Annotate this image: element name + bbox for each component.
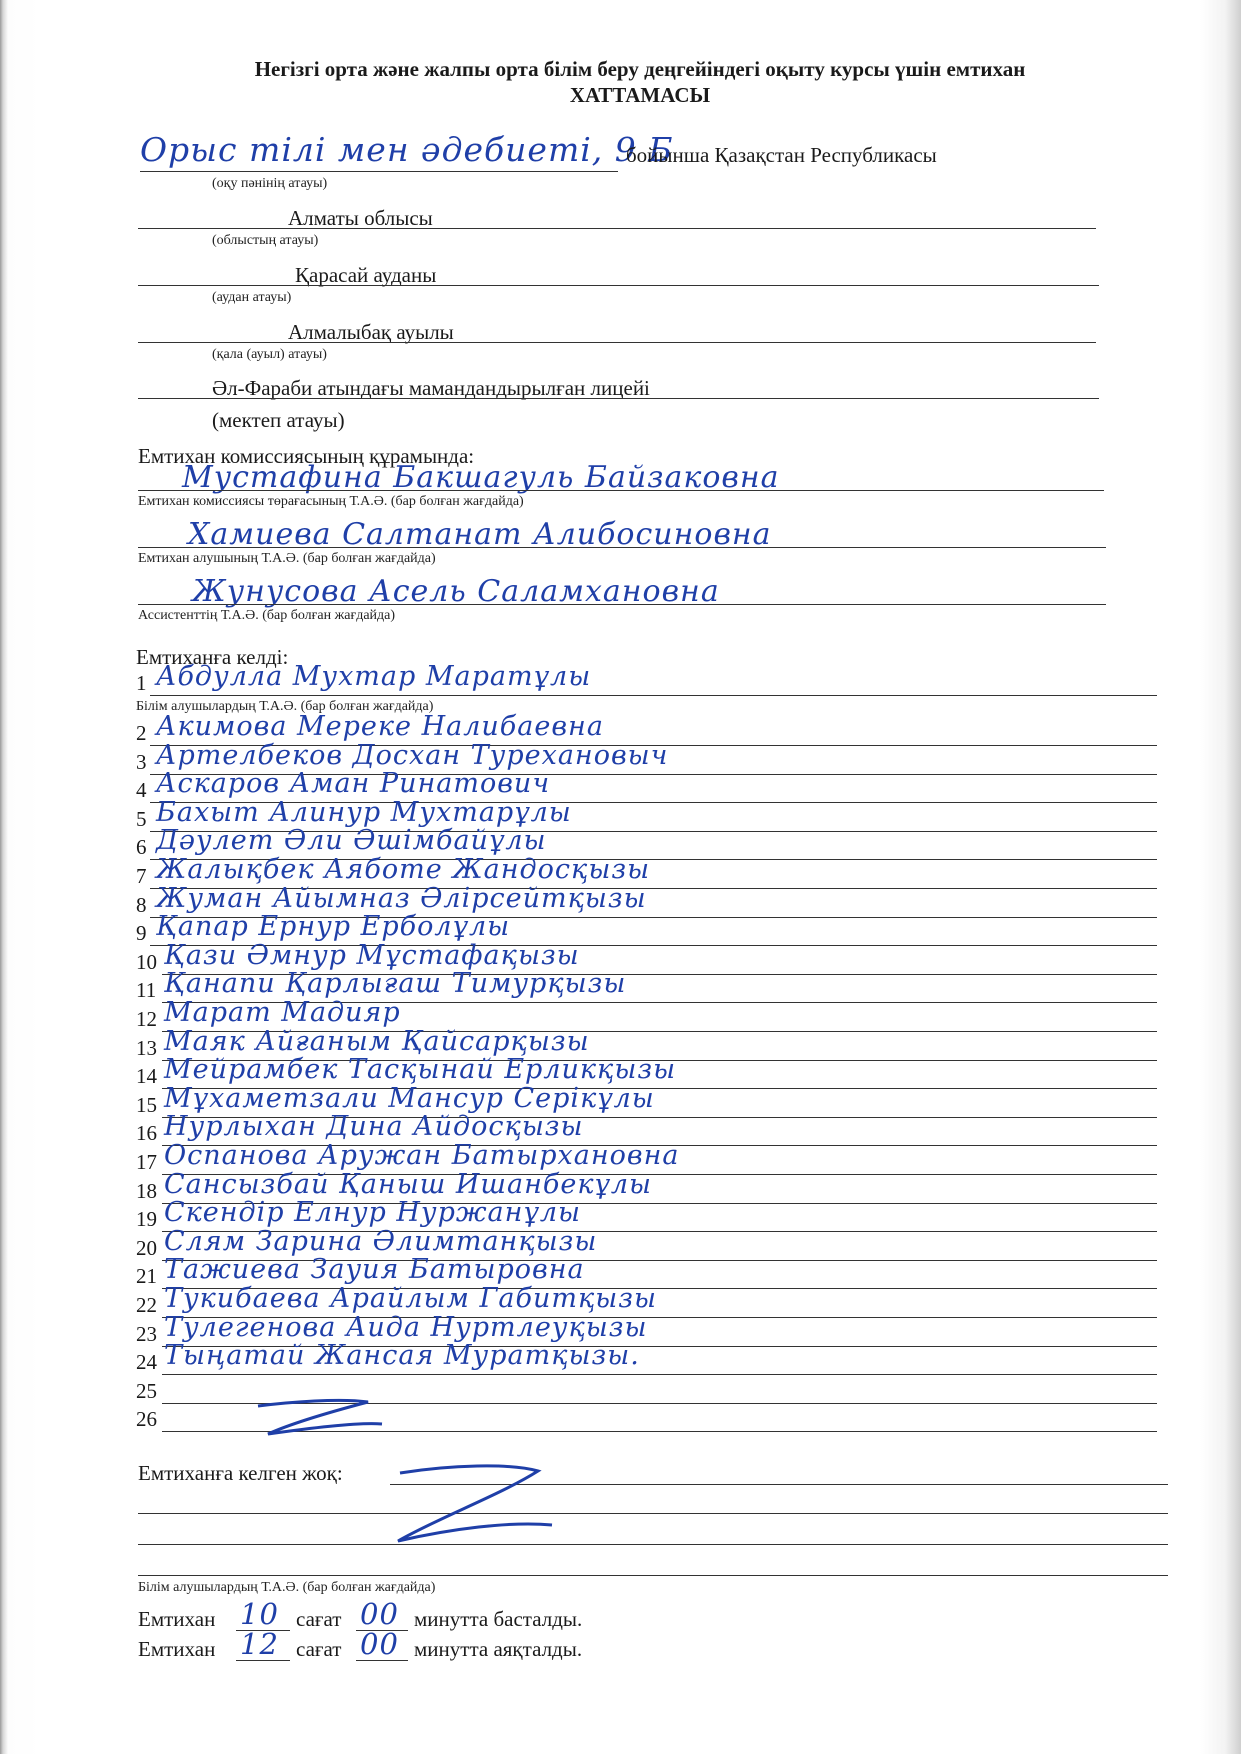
absent-line-2 [138, 1513, 1168, 1514]
student-name: Акимова Мереке Налибаевна [156, 711, 604, 742]
subject-caption: (оқу пәнінің атауы) [212, 176, 328, 191]
subject-value: Орыс тілі мен әдебиеті, 9 Б [140, 130, 674, 169]
region-caption: (облыстың атауы) [212, 233, 319, 248]
student-row-line [162, 1374, 1157, 1375]
assistant-caption: Ассистенттің Т.А.Ә. (бар болған жағдайда) [138, 608, 396, 623]
student-number: 6 [136, 835, 147, 860]
district-caption: (аудан атауы) [212, 290, 292, 305]
start-prefix: Емтихан [138, 1607, 216, 1631]
student-name: Сансызбай Қаныш Ишанбекұлы [164, 1168, 653, 1200]
cancel-stroke-rows [250, 1394, 390, 1444]
school-underline [138, 398, 1099, 399]
town-caption: (қала (ауыл) атауы) [212, 347, 327, 362]
attended-caption: Білім алушылардың Т.А.Ә. (бар болған жағдайда) [136, 699, 434, 714]
student-number: 18 [136, 1178, 157, 1203]
student-name: Абдулла Мухтар Маратұлы [156, 661, 592, 692]
student-number: 14 [136, 1064, 157, 1089]
student-number: 20 [136, 1235, 157, 1260]
commission-chair-underline [138, 490, 1104, 491]
student-number: 16 [136, 1121, 157, 1146]
student-number: 24 [136, 1350, 157, 1375]
student-name: Тулегенова Аида Нуртлеуқызы [164, 1311, 648, 1343]
student-name: Оспанова Аружан Батырхановна [164, 1140, 680, 1171]
student-name: Бахыт Алинур Мухтарұлы [156, 796, 572, 828]
start-mid: сағат [296, 1607, 342, 1631]
student-name: Жуман Айымназ Әлірсейтқызы [156, 882, 647, 914]
district-underline [138, 285, 1099, 286]
student-number: 7 [136, 864, 147, 888]
start-hour: 10 [240, 1597, 279, 1631]
school-caption: (мектеп атауы) [212, 408, 345, 432]
end-mid: сағат [296, 1637, 342, 1661]
student-name: Слям Зарина Әлимтанқызы [164, 1225, 598, 1257]
absent-caption: Білім алушылардың Т.А.Ә. (бар болған жағдайда) [138, 1580, 436, 1595]
student-name: Қази Әмнур Мұстафақызы [164, 939, 580, 971]
student-name: Тажиева Зауия Батыровна [164, 1254, 585, 1286]
student-number: 21 [136, 1264, 157, 1289]
town-underline [138, 342, 1096, 343]
student-number: 10 [136, 949, 157, 974]
student-name: Марат Мадияр [164, 997, 401, 1028]
examiner-underline [138, 547, 1106, 548]
subject-underline [140, 171, 618, 172]
examiner-caption: Емтихан алушының Т.А.Ә. (бар болған жағдайда) [138, 551, 436, 566]
assistant-value: Жунусова Асель Саламхановна [192, 574, 720, 609]
student-number: 12 [136, 1007, 157, 1031]
student-number: 25 [136, 1378, 157, 1403]
student-number: 13 [136, 1035, 157, 1060]
student-number: 3 [136, 749, 147, 774]
end-minute-underline [356, 1660, 408, 1661]
student-name: Скендір Елнур Нуржанұлы [164, 1197, 582, 1229]
student-name: Дәулет Әли Әшімбайұлы [156, 825, 547, 857]
student-number: 9 [136, 921, 147, 946]
student-number: 2 [136, 721, 147, 745]
cancel-stroke-absent [380, 1455, 560, 1555]
student-number: 17 [136, 1150, 157, 1174]
assistant-underline [138, 604, 1106, 605]
subject-suffix: бойынша Қазақстан Республикасы [626, 143, 937, 167]
start-suffix: минутта басталды. [414, 1607, 583, 1631]
student-name: Жалықбек Аяботе Жандосқызы [156, 854, 651, 885]
student-name: Мұхаметзали Мансур Серікұлы [164, 1082, 655, 1114]
document-title: Негізгі орта және жалпы орта білім беру деңгейіндегі оқыту курсы үшін емтихан [254, 57, 1026, 81]
student-name: Мейрамбек Тасқынай Ерликқызы [164, 1054, 677, 1086]
student-number: 22 [136, 1293, 157, 1317]
student-name: Қанапи Қарлығаш Тимурқызы [164, 968, 627, 1000]
student-name: Қапар Ернур Ерболұлы [156, 911, 511, 943]
district-value: Қарасай ауданы [295, 263, 437, 287]
end-minute: 00 [360, 1627, 399, 1661]
end-prefix: Емтихан [138, 1637, 216, 1661]
student-number: 4 [136, 778, 147, 803]
end-suffix: минутта аяқталды. [414, 1637, 583, 1661]
student-row-line [150, 695, 1157, 696]
school-value: Әл-Фараби атындағы мамандандырылған лицейі [212, 376, 650, 400]
absent-line-4 [138, 1575, 1168, 1576]
region-value: Алматы облысы [288, 206, 433, 230]
student-number: 26 [136, 1407, 157, 1432]
student-name: Тыңатай Жансая Муратқызы. [164, 1340, 640, 1372]
document-title-protocol: ХАТТАМАСЫ [569, 83, 711, 107]
commission-chair-value: Мустафина Бакшагуль Байзаковна [182, 460, 780, 495]
absent-line-3 [138, 1544, 1168, 1545]
student-number: 19 [136, 1207, 157, 1232]
student-number: 23 [136, 1321, 157, 1346]
start-minute: 00 [360, 1597, 399, 1631]
student-number: 15 [136, 1092, 157, 1117]
student-number: 8 [136, 892, 147, 917]
attended-heading: Емтиханға келді: [136, 645, 289, 669]
student-number: 5 [136, 806, 147, 831]
commission-chair-caption: Емтихан комиссиясы төрағасының Т.А.Ә. (бар болған жағдайда) [138, 494, 524, 509]
end-hour: 12 [240, 1627, 279, 1661]
student-name: Маяк Айғаным Қайсарқызы [164, 1025, 590, 1057]
town-value: Алмалыбақ ауылы [288, 320, 454, 344]
student-number: 1 [136, 671, 147, 695]
commission-heading: Емтихан комиссиясының құрамында: [138, 444, 475, 468]
absent-heading: Емтиханға келген жоқ: [138, 1461, 343, 1485]
end-hour-underline [236, 1660, 290, 1661]
region-underline [138, 228, 1096, 229]
examiner-value: Хамиева Салтанат Алибосиновна [188, 517, 772, 552]
student-name: Артелбеков Досхан Турехановыч [156, 739, 669, 771]
student-name: Нурлыхан Дина Айдосқызы [164, 1111, 584, 1143]
student-number: 11 [136, 978, 157, 1003]
student-name: Тукибаева Арайлым Габитқызы [164, 1283, 657, 1314]
student-name: Аскаров Аман Ринатович [156, 768, 551, 800]
